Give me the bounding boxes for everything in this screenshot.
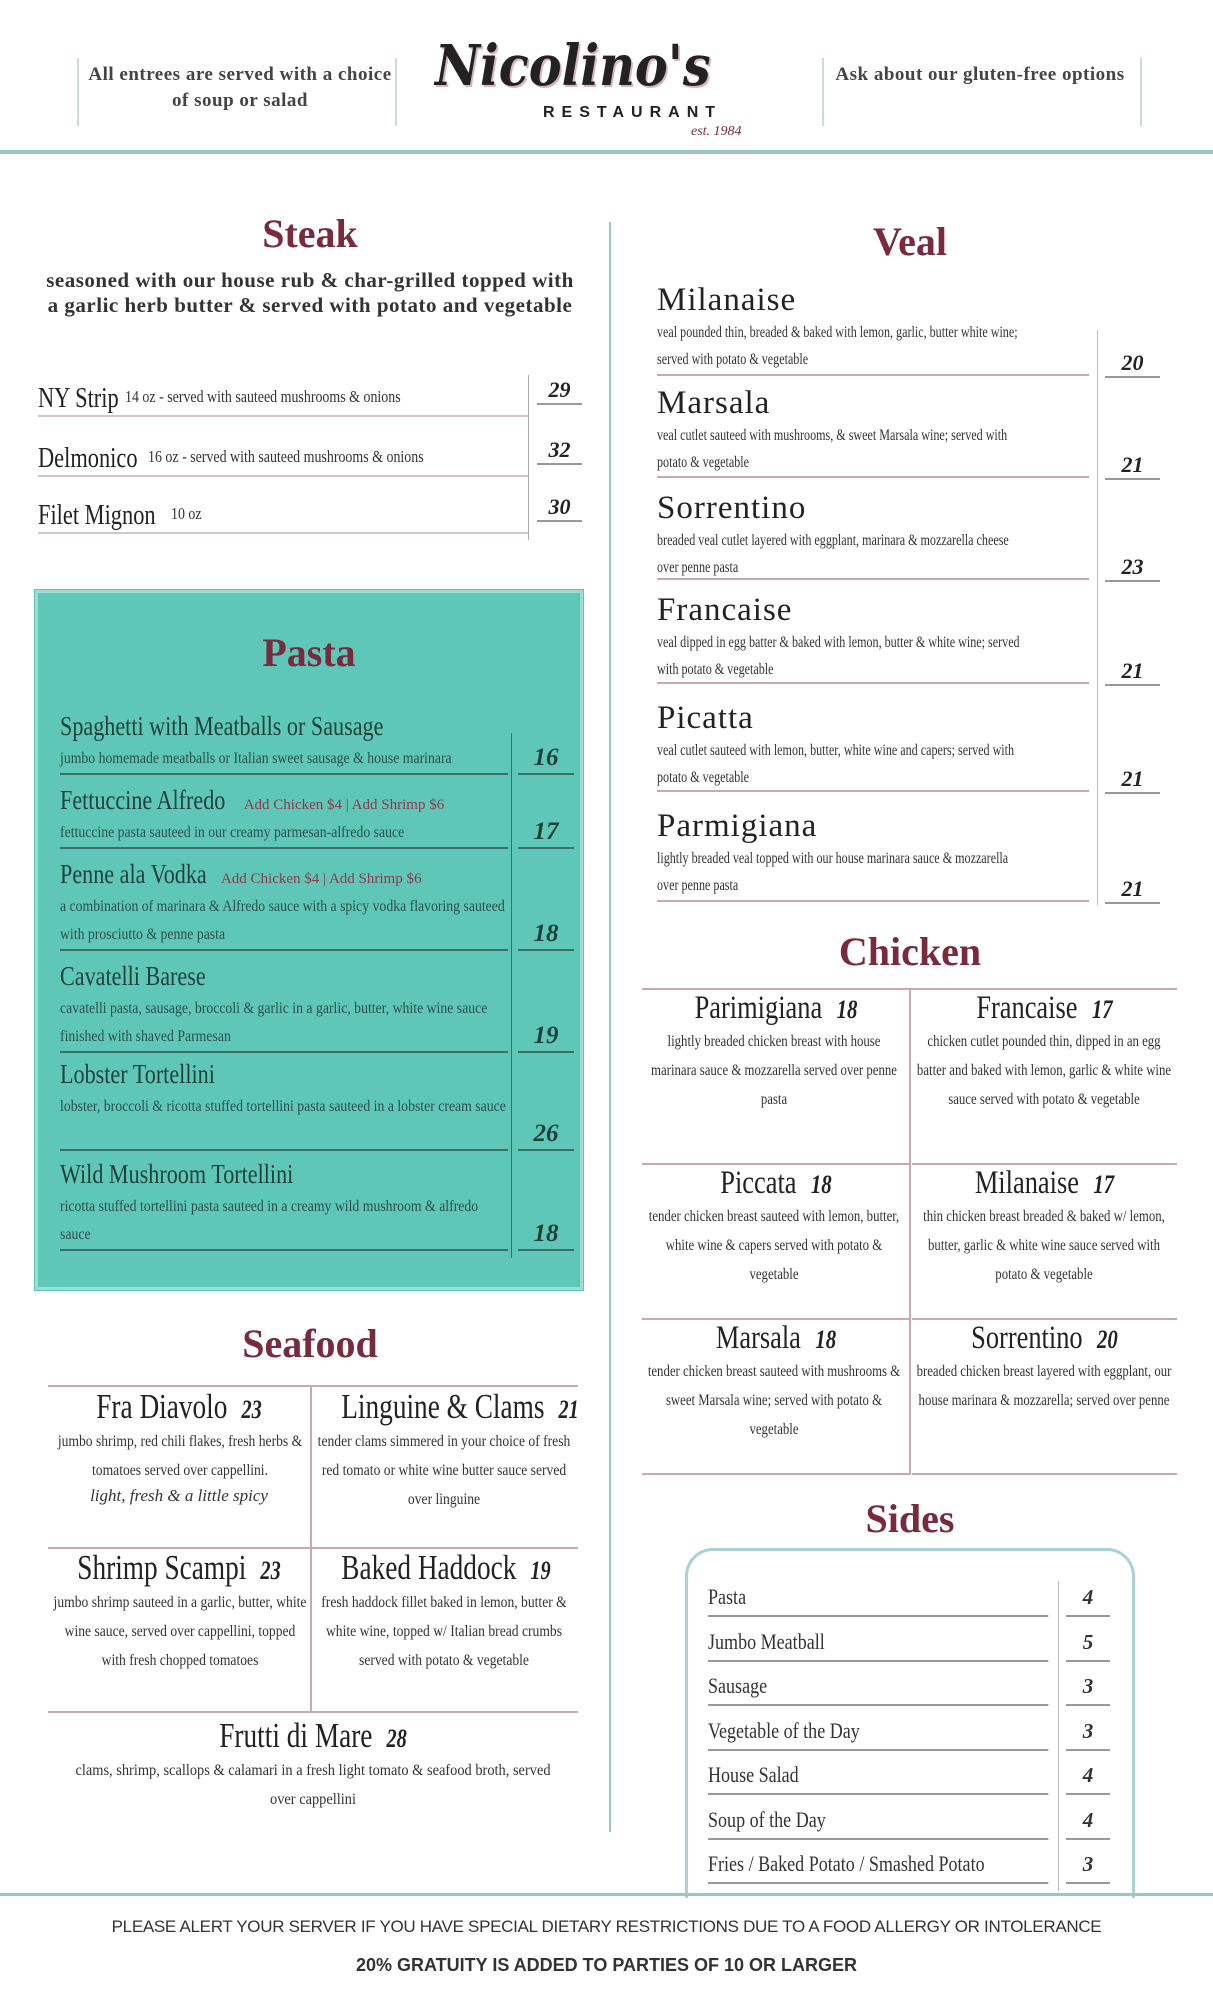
veal-title: Veal [872, 219, 948, 264]
veal-item [657, 808, 1089, 902]
item-name: Sorrentino [657, 490, 807, 526]
item-header [60, 1159, 508, 1193]
seafood-item [312, 1548, 578, 1713]
item-header [939, 1320, 1151, 1357]
pasta-box [35, 590, 583, 1290]
item-desc: chicken cutlet pounded thin, dipped in an egg batter and baked with lemon, garlic & white wine sauce served with potato & vegetable [916, 1033, 1172, 1108]
item-name: Piccata [720, 1165, 797, 1201]
item-desc: veal cutlet sauteed with lemon, butter, white wine and capers; served with potato & vegetable [657, 742, 1015, 786]
item-name: Filet Mignon [38, 500, 156, 531]
veal-item [657, 490, 1089, 580]
item-price: 23 [260, 1556, 281, 1585]
item-name: Francaise [976, 990, 1078, 1026]
item-desc: fresh haddock fillet baked in lemon, butter & white wine, topped w/ Italian bread crumbs served with potato & vegetable [321, 1594, 567, 1669]
steak-description: seasoned with our house rub & char-grilled topped with a garlic herb butter & served with potato and vegetable [46, 268, 574, 317]
divider [1140, 58, 1142, 126]
item-name: Milanaise [974, 1165, 1079, 1201]
item-desc: veal pounded thin, breaded & baked with lemon, garlic, butter white wine; served with potato & vegetable [657, 324, 1018, 368]
sides-box [685, 1548, 1135, 1898]
item-name: Marsala [715, 1320, 801, 1356]
add-on-options: Add Chicken $4 | Add Shrimp $6 [220, 871, 422, 887]
item-desc: cavatelli pasta, sausage, broccoli & garlic in a garlic, butter, white wine sauce finished with shaved Parmesan [60, 1000, 488, 1045]
side-item: Vegetable of the Day [708, 1713, 1048, 1751]
item-price: 32 [537, 437, 582, 465]
item-desc: breaded veal cutlet layered with eggplant, marinara & mozzarella cheese over penne pasta [657, 532, 1009, 576]
item-desc: lobster, broccoli & ricotta stuffed tortellini pasta sauteed in a lobster cream sauce [60, 1098, 506, 1115]
item-price: 20 [1097, 1325, 1118, 1354]
item-price: 21 [1105, 876, 1160, 904]
pasta-item [60, 1159, 508, 1251]
seafood-item [48, 1387, 310, 1549]
footer-rule [0, 1893, 1213, 1896]
side-item: Fries / Baked Potato / Smashed Potato [708, 1846, 1048, 1884]
item-desc: veal dipped in egg batter & baked with lemon, butter & white wine; served with potato & vegetable [657, 634, 1020, 678]
side-item: Sausage [708, 1668, 1048, 1706]
item-detail: 16 oz - served with sauteed mushrooms & onions [148, 447, 425, 466]
item-desc: thin chicken breast breaded & baked w/ lemon, butter, garlic & white wine sauce served with potato & vegetable [923, 1208, 1165, 1283]
item-header [60, 961, 508, 995]
item-price: 19 [530, 1556, 551, 1585]
grid-divider [909, 990, 911, 1475]
item-price: 18 [836, 995, 858, 1024]
veal-item [657, 282, 1089, 376]
item-header [106, 1716, 519, 1756]
item-name: Picatta [657, 700, 754, 736]
item-desc: breaded chicken breast layered with eggplant, our house marinara & mozzarella; served over penne [916, 1363, 1172, 1409]
item-name: Fettuccine Alfredo [60, 785, 226, 815]
item-price: 16 [518, 743, 574, 775]
pasta-item [60, 1059, 508, 1151]
item-price: 18 [518, 919, 574, 951]
side-price: 3 [1066, 1846, 1110, 1884]
price-rule [511, 733, 512, 1258]
chicken-title: Chicken [838, 929, 982, 974]
pasta-item [60, 859, 508, 951]
item-price: 18 [518, 1219, 574, 1251]
item-desc: fettuccine pasta sauteed in our creamy parmesan-alfredo sauce [60, 824, 405, 841]
item-desc: clams, shrimp, scallops & calamari in a fresh light tomato & seafood broth, served over cappellini [75, 1762, 551, 1808]
side-price: 4 [1066, 1802, 1110, 1840]
logo-name: Nicolino's [435, 33, 711, 99]
item-desc: a combination of marinara & Alfredo sauce with a spicy vodka flavoring sauteed with prosciutto & penne pasta [60, 898, 505, 943]
item-name: Marsala [657, 385, 771, 421]
item-name: Parimigiana [694, 990, 823, 1026]
item-price: 21 [1105, 766, 1160, 794]
item-desc: tender chicken breast sauteed with mushrooms & sweet Marsala wine; served with potato & vegetable [647, 1363, 901, 1438]
pasta-item [60, 785, 508, 849]
side-price: 4 [1066, 1757, 1110, 1795]
item-header [669, 1320, 883, 1357]
divider [822, 58, 824, 126]
pasta-title: Pasta [262, 630, 356, 675]
item-price: 29 [537, 377, 582, 405]
item-desc: lightly breaded veal topped with our house marinara sauce & mozzarella over penne pasta [657, 850, 1009, 894]
item-detail: 14 oz - served with sauteed mushrooms & onions [124, 387, 401, 406]
item-name: Parmigiana [657, 808, 818, 844]
side-item: Soup of the Day [708, 1802, 1048, 1840]
price-rule [528, 375, 529, 540]
item-note: light, fresh & a little spicy [90, 1486, 268, 1505]
item-name: Fra Diavolo [96, 1387, 228, 1426]
item-name: Shrimp Scampi [77, 1548, 247, 1587]
item-header [60, 785, 508, 819]
steak-item [38, 490, 528, 534]
item-name: Penne ala Vodka [60, 859, 207, 889]
item-desc: jumbo homemade meatballs or Italian sweet sausage & house marinara [60, 750, 452, 767]
item-name: Milanaise [657, 282, 797, 318]
item-desc: lightly breaded chicken breast with house marinara sauce & mozzarella served over penne pasta [651, 1033, 897, 1108]
pasta-item [60, 961, 508, 1053]
item-price: 21 [558, 1395, 579, 1424]
steak-item [38, 373, 528, 417]
veal-item [657, 385, 1089, 478]
item-detail: 10 oz [171, 504, 202, 523]
divider [77, 58, 79, 126]
chicken-item [912, 1165, 1177, 1320]
seafood-item [48, 1716, 578, 1814]
item-desc: jumbo shrimp, red chili flakes, fresh herbs & tomatoes served over cappellini. [57, 1433, 303, 1479]
price-rule [1058, 1581, 1059, 1891]
item-price: 20 [1105, 350, 1160, 378]
item-name: Sorrentino [971, 1320, 1083, 1356]
item-price: 19 [518, 1021, 574, 1053]
grid-divider [310, 1387, 312, 1713]
item-header [669, 990, 883, 1027]
logo-sub: RESTAURANT [543, 104, 723, 121]
item-price: 17 [518, 817, 574, 849]
item-header [60, 859, 508, 893]
item-price: 18 [810, 1170, 832, 1199]
side-price: 5 [1066, 1624, 1110, 1662]
chicken-item [642, 990, 910, 1165]
header-rule [0, 150, 1213, 154]
side-item: Pasta [708, 1579, 1048, 1617]
item-header [77, 1387, 281, 1427]
sides-title: Sides [865, 1496, 955, 1541]
chicken-item [912, 990, 1177, 1165]
item-desc: ricotta stuffed tortellini pasta sauteed in a creamy wild mushroom & alfredo sauce [60, 1198, 479, 1243]
item-header [939, 1165, 1151, 1202]
veal-item [657, 592, 1089, 684]
item-name: Frutti di Mare [219, 1716, 373, 1755]
logo-est: est. 1984 [691, 124, 742, 139]
item-price: 23 [241, 1395, 262, 1424]
side-item: House Salad [708, 1757, 1048, 1795]
side-item: Jumbo Meatball [708, 1624, 1048, 1662]
item-header [341, 1387, 579, 1427]
item-desc: jumbo shrimp sauteed in a garlic, butter, white wine sauce, served over cappellini, topped with fresh chopped tomatoes [53, 1594, 307, 1669]
gratuity-notice: 20% GRATUITY IS ADDED TO PARTIES OF 10 OR LARGER [355, 1955, 858, 1975]
item-price: 21 [1105, 658, 1160, 686]
item-name: Francaise [657, 592, 793, 628]
chicken-item [642, 1165, 910, 1320]
item-name: Spaghetti with Meatballs or Sausage [60, 711, 384, 741]
price-rule [1097, 330, 1098, 905]
divider [395, 58, 397, 126]
seafood-item [48, 1548, 310, 1713]
seafood-item [312, 1387, 578, 1549]
item-header [60, 711, 508, 745]
item-name: Lobster Tortellini [60, 1059, 215, 1089]
item-price: 18 [815, 1325, 837, 1354]
restaurant-logo [435, 34, 780, 146]
item-price: 17 [1091, 995, 1113, 1024]
seafood-title: Seafood [242, 1321, 378, 1366]
item-price: 23 [1105, 554, 1160, 582]
item-header [341, 1548, 551, 1588]
item-price: 26 [518, 1119, 574, 1151]
side-price: 3 [1066, 1713, 1110, 1751]
item-name: Wild Mushroom Tortellini [60, 1159, 294, 1189]
item-price: 17 [1093, 1170, 1115, 1199]
pasta-item [60, 711, 508, 775]
add-on-options: Add Chicken $4 | Add Shrimp $6 [243, 797, 445, 813]
item-price: 30 [537, 494, 582, 522]
column-divider [609, 222, 611, 1832]
steak-title: Steak [262, 211, 358, 256]
allergy-notice: PLEASE ALERT YOUR SERVER IF YOU HAVE SPECIAL DIETARY RESTRICTIONS DUE TO A FOOD ALLERGY OR INTOLERANCE [111, 1917, 1102, 1936]
item-header [669, 1165, 883, 1202]
side-price: 3 [1066, 1668, 1110, 1706]
soup-salad-note: All entrees are served with a choice of soup or salad [88, 64, 392, 111]
item-name: Linguine & Clams [341, 1387, 545, 1426]
item-desc: tender chicken breast sauteed with lemon, butter, white wine & capers served with potato & vegetable [648, 1208, 900, 1283]
veal-item [657, 700, 1089, 792]
side-price: 4 [1066, 1579, 1110, 1617]
steak-item [38, 433, 528, 477]
item-header [77, 1548, 281, 1588]
item-price: 21 [1105, 452, 1160, 480]
item-header [60, 1059, 508, 1093]
item-name: Delmonico [38, 443, 138, 474]
gluten-free-note: Ask about our gluten-free options [835, 64, 1125, 85]
item-header [939, 990, 1151, 1027]
item-name: Baked Haddock [341, 1548, 517, 1587]
item-desc: veal cutlet sauteed with mushrooms, & sweet Marsala wine; served with potato & vegetable [657, 427, 1008, 471]
chicken-item [642, 1320, 910, 1475]
item-name: NY Strip [38, 383, 119, 414]
chicken-item [912, 1320, 1177, 1475]
item-desc: tender clams simmered in your choice of fresh red tomato or white wine butter sauce served over linguine [317, 1433, 571, 1508]
item-name: Cavatelli Barese [60, 961, 206, 991]
item-price: 28 [386, 1724, 407, 1753]
